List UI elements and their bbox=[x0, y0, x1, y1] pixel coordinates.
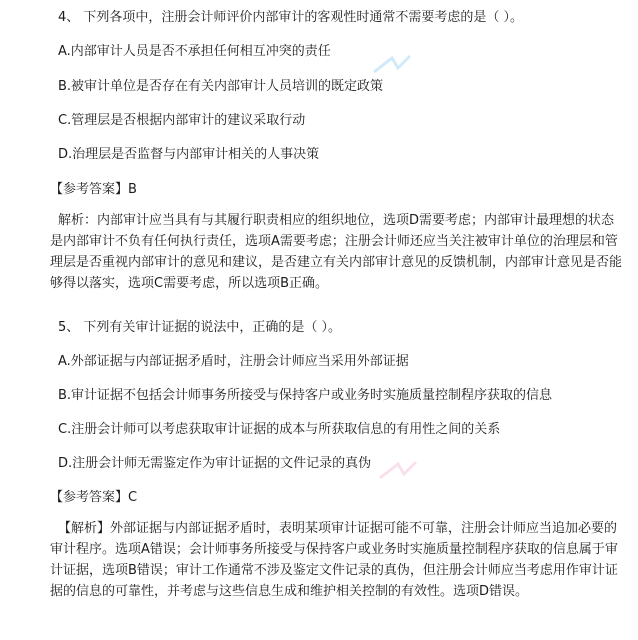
question-4-answer: 【参考答案】B bbox=[50, 182, 137, 197]
question-4-analysis: 解析：内部审计应当具有与其履行职责相应的组织地位，选项D需要考虑；内部审计最理想的状态是内部审计不负有任何执行责任，选项A需要考虑；注册会计师还应当关注被审计单位的治理层和管理层是否重视内部审计的意见和建议，是否建立有关内部审计意见的反馈机制，内部审计意见是否能够得以落实，选项C需要考虑，所以选项B正确。 bbox=[50, 213, 623, 291]
question-5-option-d: D.注册会计师无需鉴定作为审计证据的文件记录的真伪 bbox=[58, 456, 372, 471]
question-4-option-c: C.管理层是否根据内部审计的建议采取行动 bbox=[58, 113, 306, 128]
question-5-analysis: 【解析】外部证据与内部证据矛盾时，表明某项审计证据可能不可靠，注册会计师应当追加必要的审计程序。选项A错误；会计师事务所接受与保持客户或业务时实施质量控制程序获取的信息属于审计证据，选项B错误；审计工作通常不涉及鉴定文件记录的真伪，但注册会计师应当考虑用作审计证据的信息的可靠性，并考虑与这些信息生成和维护相关控制的有效性。选项D错误。 bbox=[50, 521, 618, 599]
watermark-icon bbox=[372, 54, 412, 76]
question-5-option-c: C.注册会计师可以考虑获取审计证据的成本与所获取信息的有用性之间的关系 bbox=[58, 422, 501, 437]
question-5-answer: 【参考答案】C bbox=[50, 490, 138, 505]
question-4-option-b: B.被审计单位是否存在有关内部审计人员培训的既定政策 bbox=[58, 79, 384, 94]
watermark-icon bbox=[378, 460, 418, 482]
question-4-option-a: A.内部审计人员是否不承担任何相互冲突的责任 bbox=[58, 44, 331, 59]
question-4-option-d: D.治理层是否监督与内部审计相关的人事决策 bbox=[58, 147, 320, 162]
question-5-title: 5、 下列有关审计证据的说法中，正确的是（ ）。 bbox=[58, 320, 342, 335]
question-5-option-b: B.审计证据不包括会计师事务所接受与保持客户或业务时实施质量控制程序获取的信息 bbox=[58, 388, 553, 403]
question-4-title: 4、 下列各项中，注册会计师评价内部审计的客观性时通常不需要考虑的是（ ）。 bbox=[58, 10, 524, 25]
question-5-option-a: A.外部证据与内部证据矛盾时，注册会计师应当采用外部证据 bbox=[58, 354, 409, 369]
